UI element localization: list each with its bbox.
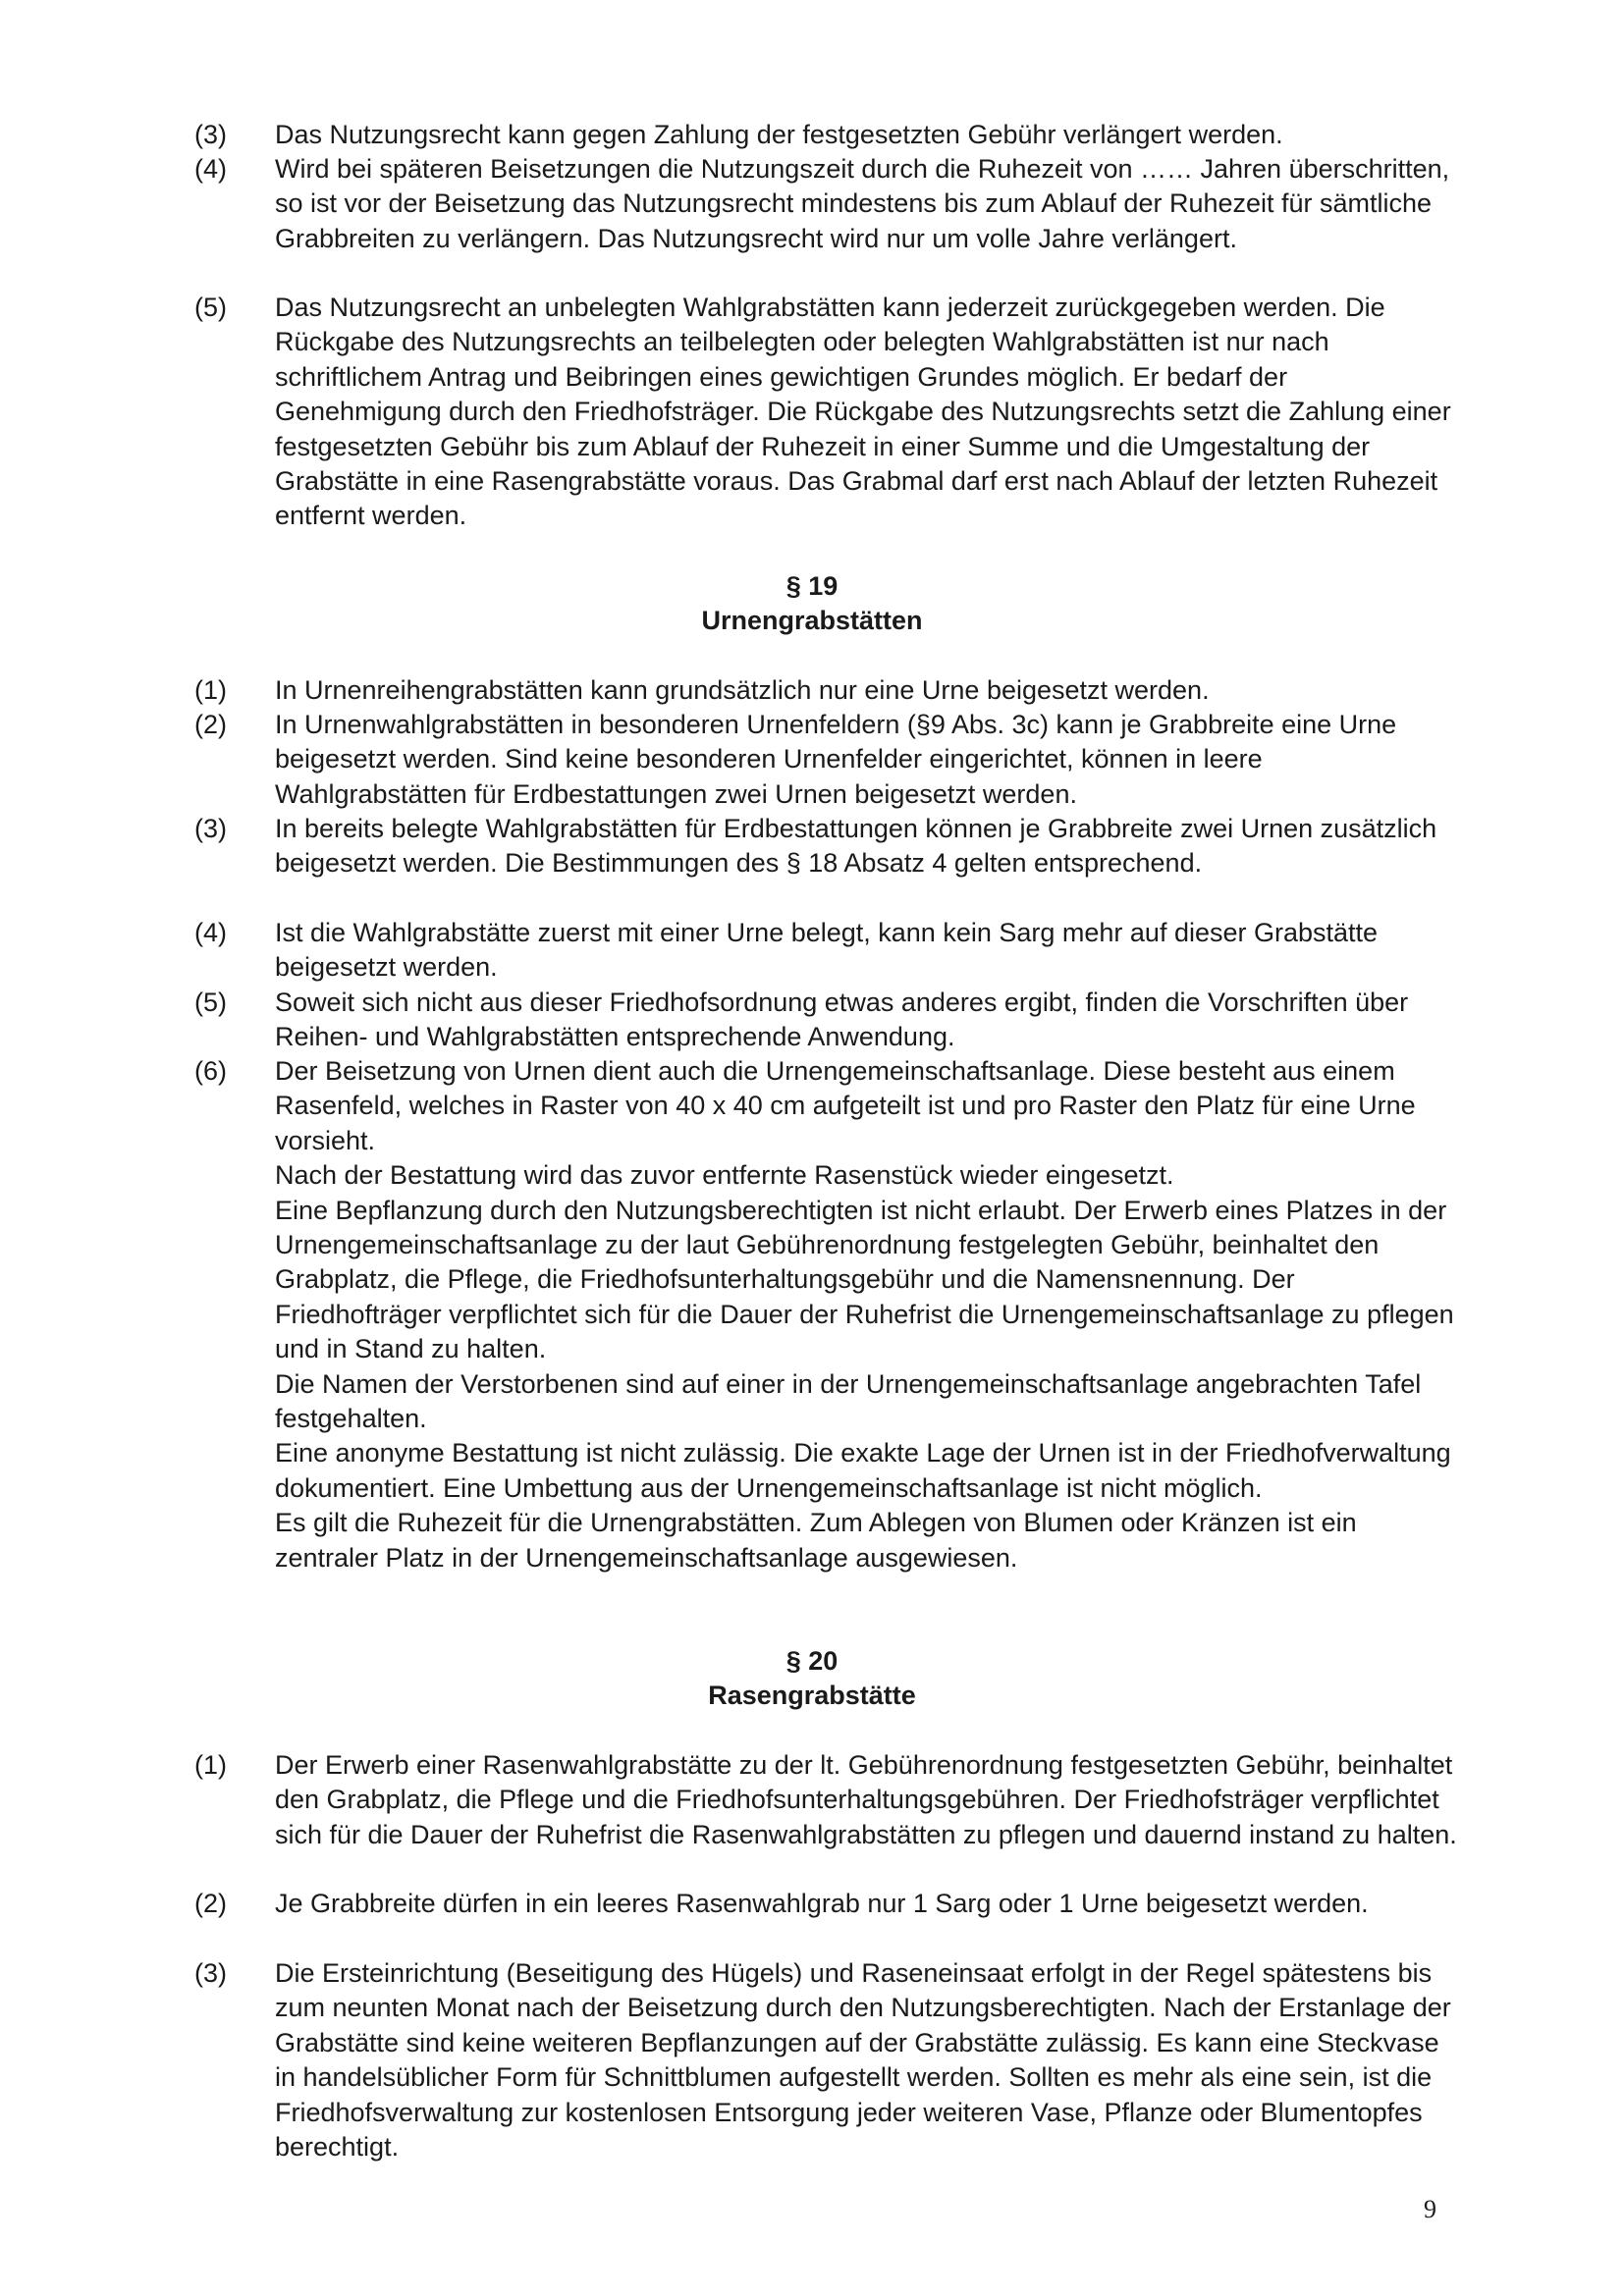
- item-text: Der Erwerb einer Rasenwahlgrabstätte zu der lt. Gebührenordnung festgesetzten Gebühr, beinhaltet den Grabplatz, die Pflege und die Friedhofsunterhaltungsgebühren. Der Friedhofsträger verpflichtet sich für die Dauer der Ruhefrist die Rasenwahlgrabstätten zu pflegen und dauernd instand zu halten.: [275, 1750, 1457, 1849]
- item-text: Je Grabbreite dürfen in ein leeres Rasenwahlgrab nur 1 Sarg oder 1 Urne beigesetzt werden.: [275, 1889, 1369, 1918]
- item-number: (4): [194, 154, 227, 184]
- item-text: In Urnenreihengrabstätten kann grundsätzlich nur eine Urne beigesetzt werden.: [275, 675, 1210, 705]
- item-text: Es gilt die Ruhezeit für die Urnengrabstätten. Zum Ablegen von Blumen oder Kränzen ist ein zentraler Platz in der Urnengemeinschaftsanlage ausgewiesen.: [275, 1508, 1357, 1573]
- list-item: [194, 152, 1461, 256]
- item-text: Soweit sich nicht aus dieser Friedhofsordnung etwas anderes ergibt, finden die Vorschriften über Reihen- und Wahlgrabstätten entsprechende Anwendung.: [275, 988, 1409, 1052]
- list-item: [194, 916, 1461, 986]
- item-text: Das Nutzungsrecht kann gegen Zahlung der festgesetzten Gebühr verlängert werden.: [275, 120, 1283, 149]
- list-item: [194, 291, 1461, 534]
- item-text: Wird bei späteren Beisetzungen die Nutzungszeit durch die Ruhezeit von …… Jahren überschritten, so ist vor der Beisetzung das Nutzungsrecht mindestens bis zum Ablauf der Ruhezeit für sämtliche Grabbreiten zu verlängern. Das Nutzungsrecht wird nur um volle Jahre verlängert.: [275, 154, 1450, 253]
- item-text: Ist die Wahlgrabstätte zuerst mit einer Urne belegt, kann kein Sarg mehr auf dieser Grabstätte beigesetzt werden.: [275, 918, 1379, 983]
- item-text: Der Beisetzung von Urnen dient auch die Urnengemeinschaftsanlage. Diese besteht aus einem Rasenfeld, welches in Raster von 40 x 40 cm aufgeteilt ist und pro Raster den Platz für eine Urne vorsieht.: [275, 1056, 1416, 1155]
- list-item: [194, 1748, 1461, 1852]
- list-item: [194, 1054, 1461, 1575]
- page-number: 9: [1424, 2195, 1436, 2223]
- list-item: [194, 812, 1461, 881]
- list-item: [194, 118, 1461, 152]
- item-text: Das Nutzungsrecht an unbelegten Wahlgrabstätten kann jederzeit zurückgegeben werden. Die Rückgabe des Nutzungsrechts an teilbelegten oder belegten Wahlgrabstätten ist nur nach schriftlichem Antrag und Beibringen eines gewichtigen Grundes möglich. Er bedarf der Genehmigung durch den Friedhofsträger. Die Rückgabe des Nutzungsrechts setzt die Zahlung einer festgesetzten Gebühr bis zum Ablauf der Ruhezeit in einer Summe und die Umgestaltung der Grabstätte in eine Rasengrabstätte voraus. Das Grabmal darf erst nach Ablauf der letzten Ruhezeit entfernt werden.: [275, 293, 1451, 531]
- item-number: (3): [194, 120, 227, 149]
- section-number: § 20: [785, 1646, 839, 1676]
- item-text: In bereits belegte Wahlgrabstätten für Erdbestattungen können je Grabbreite zwei Urnen zusätzlich beigesetzt werden. Die Bestimmungen des § 18 Absatz 4 gelten entsprechend.: [275, 814, 1437, 879]
- item-number: (5): [194, 988, 227, 1017]
- item-number: (6): [194, 1056, 227, 1086]
- item-text: Eine anonyme Bestattung ist nicht zulässig. Die exakte Lage der Urnen ist in der Friedhofverwaltung dokumentiert. Eine Umbettung aus der Urnengemeinschaftsanlage ist nicht möglich.: [275, 1438, 1451, 1503]
- section-number: § 19: [785, 571, 839, 601]
- item-number: (2): [194, 1889, 227, 1918]
- item-text: Die Ersteinrichtung (Beseitigung des Hügels) und Raseneinsaat erfolgt in der Regel spätestens bis zum neunten Monat nach der Beisetzung durch den Nutzungsberechtigten. Nach der Erstanlage der Grabstätte sind keine weiteren Bepflanzungen auf der Grabstätte zulässig. Es kann eine Steckvase in handelsüblicher Form für Schnittblumen aufgestellt werden. Sollten es mehr als eine sein, ist die Friedhofsverwaltung zur kostenlosen Entsorgung jeder weiteren Vase, Pflanze oder Blumentopfes berechtigt.: [275, 1958, 1451, 2163]
- item-number: (2): [194, 710, 227, 739]
- list-item: [194, 673, 1461, 708]
- item-number: (3): [194, 814, 227, 843]
- item-text: Nach der Bestattung wird das zuvor entfernte Rasenstück wieder eingesetzt.: [275, 1160, 1174, 1191]
- item-text: Eine Bepflanzung durch den Nutzungsberechtigten ist nicht erlaubt. Der Erwerb eines Platzes in der Urnengemeinschaftsanlage zu der laut Gebührenordnung festgelegten Gebühr, beinhaltet den Grabplatz, die Pflege, die Friedhofsunterhaltungsgebühr und die Namensnennung. Der Friedhofträger verpflichtet sich für die Dauer der Ruhefrist die Urnengemeinschaftsanlage zu pflegen und in Stand zu halten.: [275, 1195, 1454, 1364]
- item-text: Die Namen der Verstorbenen sind auf einer in der Urnengemeinschaftsanlage angebrachten Tafel festgehalten.: [275, 1368, 1422, 1434]
- section-title: Urnengrabstätten: [701, 606, 923, 635]
- list-item: [194, 986, 1461, 1055]
- item-number: (1): [194, 675, 227, 705]
- list-item: [194, 1956, 1461, 2164]
- item-number: (1): [194, 1750, 227, 1780]
- list-item: [194, 1887, 1461, 1921]
- item-number: (4): [194, 918, 227, 947]
- item-number: (5): [194, 293, 227, 322]
- item-number: (3): [194, 1958, 227, 1988]
- item-text: In Urnenwahlgrabstätten in besonderen Urnenfeldern (§9 Abs. 3c) kann je Grabbreite eine Urne beigesetzt werden. Sind keine besonderen Urnenfelder eingerichtet, können in leere Wahlgrabstätten für Erdbestattungen zwei Urnen beigesetzt werden.: [275, 710, 1397, 809]
- section-title: Rasengrabstätte: [708, 1681, 916, 1710]
- list-item: [194, 708, 1461, 812]
